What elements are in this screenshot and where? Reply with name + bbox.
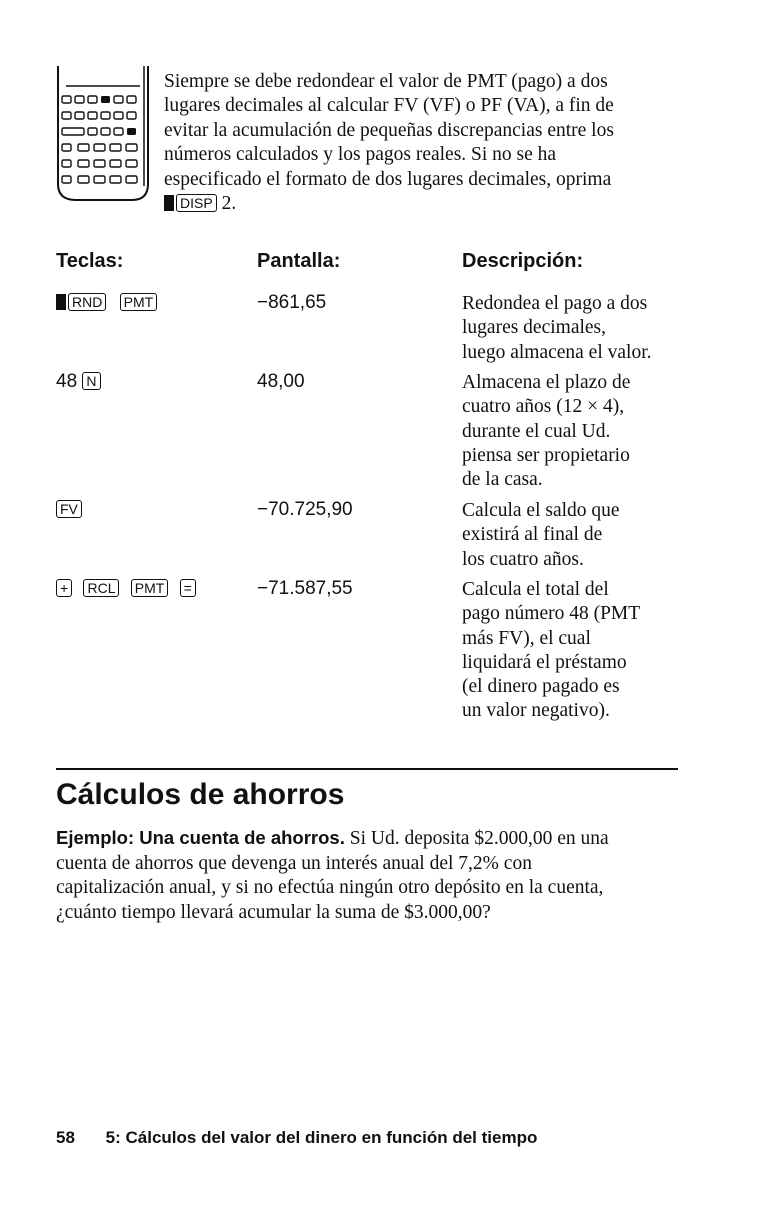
row-keys [56, 578, 196, 600]
description-line: Redondea el pago a dos [462, 293, 648, 314]
disp-suffix: 2. [221, 193, 237, 215]
keys-prefix: 48 [56, 371, 78, 392]
chapter-title: 5: Cálculos del valor del dinero en función del tiempo [105, 1128, 538, 1147]
header-description: Descripción: [462, 250, 584, 272]
shift-key-icon [164, 195, 174, 211]
row-display: −70.725,90 [257, 499, 353, 520]
description-line: los cuatro años. [462, 548, 584, 570]
intro-line: evitar la acumulación de pequeñas discrepancias entre los [164, 119, 614, 141]
description-line: Calcula el total del [462, 579, 609, 600]
description-line: Almacena el plazo de [462, 372, 631, 393]
pmt-key: PMT [120, 293, 158, 311]
section-divider [56, 768, 678, 770]
example-line: Si Ud. deposita $2.000,00 en una [349, 828, 609, 849]
header-display: Pantalla: [257, 250, 341, 272]
description-line: lugares decimales, [462, 317, 607, 339]
intro-line-keys [164, 192, 724, 216]
page-number: 58 [56, 1128, 75, 1147]
row-display: −71.587,55 [257, 578, 353, 599]
intro-line: números calculados y los pagos reales. Si no se ha [164, 144, 557, 166]
row-description [462, 578, 692, 724]
description-line: pago número 48 (PMT [462, 603, 641, 625]
description-line: durante el cual Ud. [462, 420, 611, 442]
example-line: ¿cuánto tiempo llevará acumular la suma de $3.000,00? [56, 901, 491, 923]
header-keys: Teclas: [56, 250, 124, 272]
section-title: Cálculos de ahorros [56, 778, 345, 811]
calculator-icon [56, 66, 150, 202]
example-line: cuenta de ahorros que devenga un interés anual del 7,2% con [56, 852, 532, 874]
description-line: liquidará el préstamo [462, 651, 627, 673]
row-keys [56, 371, 101, 393]
intro-line: Siempre se debe redondear el valor de PMT (pago) a dos [164, 71, 608, 92]
disp-key: DISP [176, 194, 217, 212]
description-line: (el dinero pagado es [462, 676, 620, 698]
description-line: piensa ser propietario [462, 444, 630, 466]
n-key: N [82, 372, 100, 390]
description-line: luego almacena el valor. [462, 341, 652, 363]
intro-line: especificado el formato de dos lugares decimales, oprima [164, 168, 612, 190]
description-line: de la casa. [462, 469, 543, 491]
row-keys [56, 292, 157, 314]
description-line: un valor negativo). [462, 700, 610, 722]
example-lead: Ejemplo: Una cuenta de ahorros. [56, 827, 345, 848]
fv-key: FV [56, 500, 82, 518]
equals-key: = [180, 579, 196, 597]
row-display: 48,00 [257, 371, 305, 392]
shift-key-icon [56, 294, 66, 310]
rnd-key: RND [68, 293, 106, 311]
plus-key: + [56, 579, 72, 597]
description-line: Calcula el saldo que [462, 500, 620, 521]
description-line: existirá al final de [462, 524, 603, 546]
description-line: más FV), el cual [462, 627, 591, 649]
row-keys [56, 499, 82, 521]
example-line: capitalización anual, y si no efectúa ningún otro depósito en la cuenta, [56, 877, 604, 898]
pmt-key: PMT [131, 579, 169, 597]
page-footer [56, 1128, 537, 1148]
row-description [462, 292, 692, 365]
description-line: cuatro años (12 × 4), [462, 396, 625, 418]
example-paragraph [56, 826, 696, 925]
rcl-key: RCL [83, 579, 119, 597]
row-description [462, 371, 692, 492]
intro-paragraph [164, 70, 724, 216]
intro-line: lugares decimales al calcular FV (VF) o PF (VA), a fin de [164, 95, 614, 117]
row-display: −861,65 [257, 292, 327, 313]
row-description [462, 499, 692, 572]
